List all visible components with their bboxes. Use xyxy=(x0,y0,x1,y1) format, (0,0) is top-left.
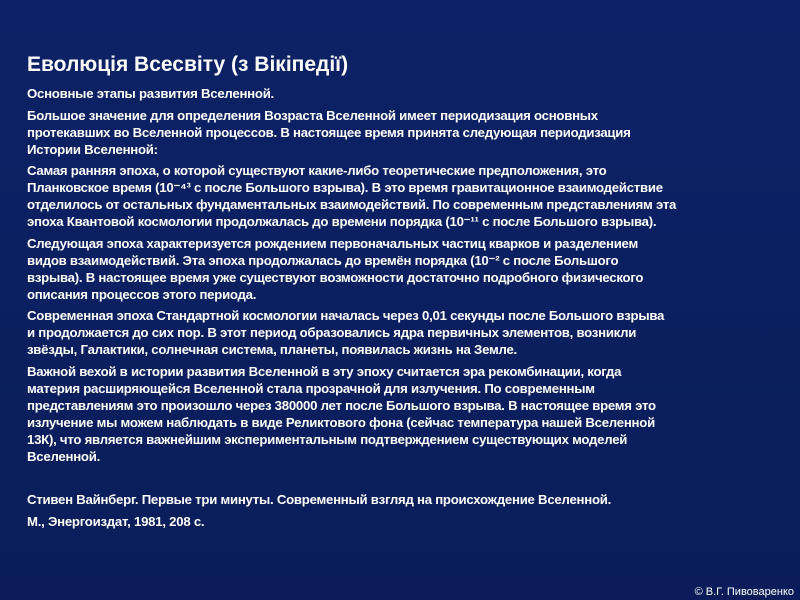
text-line: видов взаимодействий. Эта эпоха продолжалась до времён порядка (10⁻² с после Большого xyxy=(27,252,619,268)
paragraph xyxy=(27,107,787,158)
text-line: звёзды, Галактики, солнечная система, планеты, появилась жизнь на Земле. xyxy=(27,342,517,357)
text-line: Истории Вселенной: xyxy=(27,141,158,157)
slide-title: Еволюція Всесвіту (з Вікіпедії) xyxy=(27,53,349,76)
text-line: материя расширяющейся Вселенной стала прозрачной для излучения. По современным xyxy=(27,380,595,396)
reference xyxy=(27,491,611,535)
text-line: излучение мы можем наблюдать в виде Реликтового фона (сейчас температура нашей Вселенной xyxy=(27,414,655,430)
text-line: эпоха Квантовой космологии продолжалась до времени порядка (10⁻¹¹ с после Большого взрыва). xyxy=(27,214,657,229)
text-line: протекавших во Вселенной процессов. В настоящее время принята следующая периодизация xyxy=(27,124,631,140)
reference-line: Стивен Вайнберг. Первые три минуты. Современный взгляд на происхождение Вселенной. xyxy=(27,492,612,507)
paragraph xyxy=(27,85,787,102)
text-line: взрыва). В настоящее время уже существуют возможности достаточно подробного физического xyxy=(27,269,644,285)
slide-body xyxy=(27,85,787,469)
text-line: Современная эпоха Стандартной космологии началась через 0,01 секунды после Большого взрыва xyxy=(27,308,665,323)
text-line: Планковское время (10⁻⁴³ с после Большого взрыва). В это время гравитационное взаимодействие xyxy=(27,180,663,195)
text-line: и продолжается до сих пор. В этот период образовались ядра первичных элементов, возникли xyxy=(27,325,637,340)
text-line: Следующая эпоха характеризуется рождением первоначальных частиц кварков и разделением xyxy=(27,235,638,251)
text-line: Самая ранняя эпоха, о которой существуют какие-либо теоретические предположения, это xyxy=(27,163,607,178)
paragraph xyxy=(27,363,787,465)
text-line: 13К), что является важнейшим экспериментальным подтверждением существующих моделей xyxy=(27,431,628,447)
text-line: Вселенной. xyxy=(27,448,100,464)
text-line: Основные этапы развития Вселенной. xyxy=(27,86,274,101)
text-line: отделилось от остальных фундаментальных взаимодействий. По современным представлениям эта xyxy=(27,197,677,212)
copyright: © В.Г. Пивоваренко xyxy=(694,586,794,598)
text-line: представлениям это произошло через 380000 лет после Большого взрыва. В настоящее время это xyxy=(27,397,656,413)
text-line: Большое значение для определения Возраста Вселенной имеет периодизация основных xyxy=(27,107,598,123)
text-line: описания процессов этого периода. xyxy=(27,286,257,302)
paragraph xyxy=(27,307,787,358)
paragraph xyxy=(27,235,787,303)
paragraph xyxy=(27,162,787,230)
text-line: Важной вехой в истории развития Вселенной в эту эпоху считается эра рекомбинации, когда xyxy=(27,363,622,379)
reference-line: М., Энергоиздат, 1981, 208 с. xyxy=(27,514,205,529)
